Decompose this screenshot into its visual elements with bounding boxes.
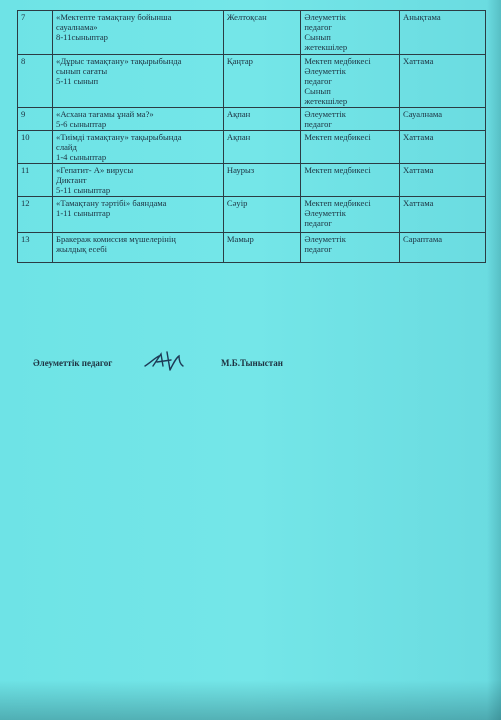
responsible-line: Әлеуметтік	[304, 109, 346, 119]
result-form: Хаттама	[400, 164, 486, 197]
responsible-line: жетекшілер	[304, 96, 348, 106]
responsible-line: педагог	[304, 218, 332, 228]
signature-block	[33, 356, 473, 376]
row-number: 13	[18, 233, 53, 263]
table-row	[18, 131, 486, 164]
row-number: 10	[18, 131, 53, 164]
topic-line: «Тиімді тамақтану» тақырыбында	[56, 132, 182, 142]
responsible-person	[301, 11, 400, 55]
responsible-line: Әлеуметтік	[304, 12, 346, 22]
table-row	[18, 11, 486, 55]
activity-plan-table	[17, 10, 486, 263]
paper-bottom-shade	[0, 680, 501, 720]
topic-line: слайд	[56, 142, 77, 152]
table-row	[18, 233, 486, 263]
result-form: Сараптама	[400, 233, 486, 263]
row-number: 7	[18, 11, 53, 55]
responsible-person	[301, 108, 400, 131]
table-row	[18, 55, 486, 108]
topic-line: «Дұрыс тамақтану» тақырыбында	[56, 56, 182, 66]
activity-topic	[53, 11, 224, 55]
activity-topic	[53, 108, 224, 131]
responsible-line: Мектеп медбикесі	[304, 132, 371, 142]
responsible-person	[301, 55, 400, 108]
activity-month: Наурыз	[223, 164, 300, 197]
handwritten-signature	[143, 348, 187, 374]
topic-line: 5-11 сыныптар	[56, 185, 111, 195]
topic-line: 1-4 сыныптар	[56, 152, 107, 162]
result-form: Анықтама	[400, 11, 486, 55]
responsible-line: Әлеуметтік	[304, 208, 346, 218]
activity-month: Қаңтар	[223, 55, 300, 108]
result-form: Хаттама	[400, 55, 486, 108]
responsible-person	[301, 197, 400, 233]
responsible-line: Мектеп медбикесі	[304, 198, 371, 208]
result-form: Хаттама	[400, 131, 486, 164]
row-number: 11	[18, 164, 53, 197]
responsible-person	[301, 131, 400, 164]
topic-line: 5-11 сынып	[56, 76, 99, 86]
topic-line: Бракераж комиссия мүшелерінің	[56, 234, 176, 244]
responsible-line: педагог	[304, 76, 332, 86]
activity-topic	[53, 131, 224, 164]
responsible-line: Мектеп медбикесі	[304, 165, 371, 175]
topic-line: 1-11 сыныптар	[56, 208, 111, 218]
table-row	[18, 108, 486, 131]
topic-line: жылдық есебі	[56, 244, 108, 254]
row-number: 8	[18, 55, 53, 108]
topic-line: «Мектепте тамақтану бойынша	[56, 12, 172, 22]
result-form: Хаттама	[400, 197, 486, 233]
table-body	[18, 11, 486, 263]
topic-line: сауалнама»	[56, 22, 98, 32]
responsible-line: педагог	[304, 22, 332, 32]
activity-topic	[53, 55, 224, 108]
responsible-line: Сынып	[304, 32, 331, 42]
result-form: Сауалнама	[400, 108, 486, 131]
responsible-person	[301, 164, 400, 197]
signer-role: Әлеуметтік педагог	[33, 358, 113, 368]
responsible-line: педагог	[304, 119, 332, 129]
responsible-line: жетекшілер	[304, 42, 348, 52]
topic-line: «Гепатит- А» вирусы	[56, 165, 134, 175]
signer-name: М.Б.Тыныстан	[221, 358, 283, 368]
topic-line: «Тамақтану тәртібі» баяндама	[56, 198, 167, 208]
responsible-line: Әлеуметтік	[304, 66, 346, 76]
activity-month: Мамыр	[223, 233, 300, 263]
activity-month: Ақпан	[223, 108, 300, 131]
responsible-line: Сынып	[304, 86, 331, 96]
responsible-line: Әлеуметтік	[304, 234, 346, 244]
row-number: 9	[18, 108, 53, 131]
responsible-line: Мектеп медбикесі	[304, 56, 371, 66]
table-row	[18, 164, 486, 197]
activity-topic	[53, 164, 224, 197]
topic-line: «Асхана тағамы ұнай ма?»	[56, 109, 154, 119]
activity-month: Ақпан	[223, 131, 300, 164]
topic-line: 8-11сыныптар	[56, 32, 108, 42]
activity-month: Желтоқсан	[223, 11, 300, 55]
paper-edge-shade	[487, 0, 501, 720]
table-row	[18, 197, 486, 233]
topic-line: сынып сағаты	[56, 66, 108, 76]
activity-month: Сәуір	[223, 197, 300, 233]
topic-line: 5-6 сыныптар	[56, 119, 107, 129]
row-number: 12	[18, 197, 53, 233]
topic-line: Диктант	[56, 175, 87, 185]
activity-topic	[53, 197, 224, 233]
responsible-person	[301, 233, 400, 263]
responsible-line: педагог	[304, 244, 332, 254]
activity-topic	[53, 233, 224, 263]
